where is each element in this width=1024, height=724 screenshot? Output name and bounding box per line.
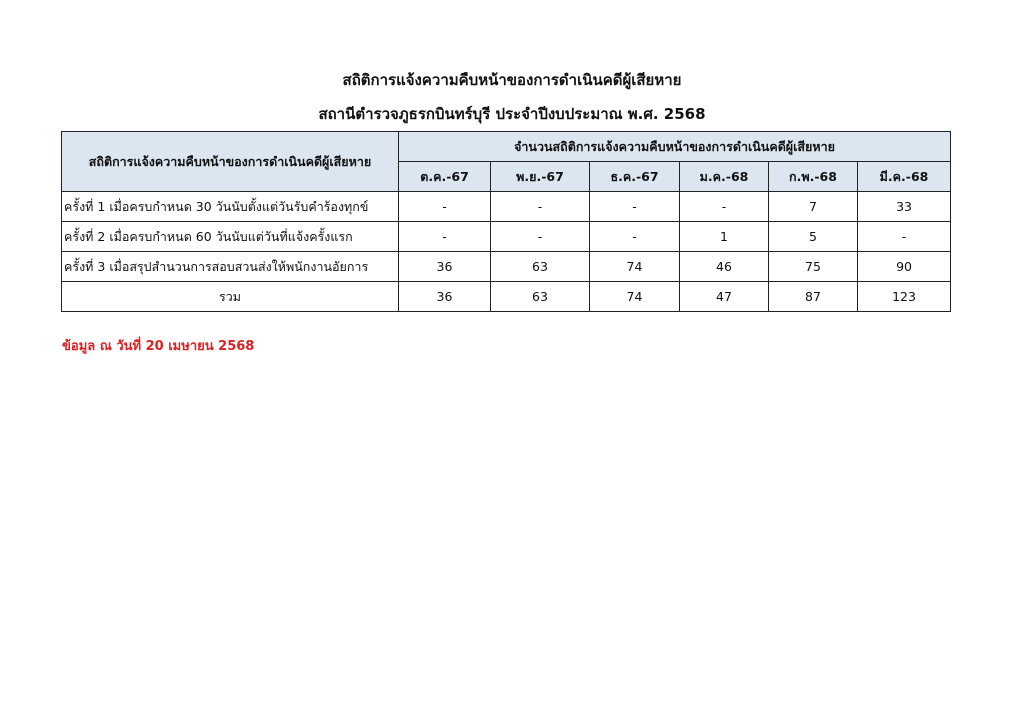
month-header: ธ.ค.-67 xyxy=(590,162,680,192)
table-cell: 90 xyxy=(858,252,951,282)
month-header: ม.ค.-68 xyxy=(680,162,769,192)
document-title: สถิติการแจ้งความคืบหน้าของการดำเนินคดีผู้เสียหาย xyxy=(342,71,682,89)
table-row xyxy=(62,222,951,252)
row-label: ครั้งที่ 3 เมื่อสรุปสำนวนการสอบสวนส่งให้พนักงานอัยการ xyxy=(62,252,399,282)
table-cell: 7 xyxy=(769,192,858,222)
group-header: จำนวนสถิติการแจ้งความคืบหน้าของการดำเนินคดีผู้เสียหาย xyxy=(399,132,951,162)
table-cell: 74 xyxy=(590,252,680,282)
table-cell: - xyxy=(590,222,680,252)
month-header: พ.ย.-67 xyxy=(491,162,590,192)
table-cell: 1 xyxy=(680,222,769,252)
table-row xyxy=(62,252,951,282)
total-label: รวม xyxy=(62,282,399,312)
table-cell: - xyxy=(858,222,951,252)
total-cell: 87 xyxy=(769,282,858,312)
table-cell: 5 xyxy=(769,222,858,252)
table-cell: - xyxy=(399,192,491,222)
row-label: ครั้งที่ 1 เมื่อครบกำหนด 30 วันนับตั้งแต่วันรับคำร้องทุกข์ xyxy=(62,192,399,222)
table-cell: 36 xyxy=(399,252,491,282)
month-header: ก.พ.-68 xyxy=(769,162,858,192)
total-row xyxy=(62,282,951,312)
row-label: ครั้งที่ 2 เมื่อครบกำหนด 60 วันนับแต่วันที่แจ้งครั้งแรก xyxy=(62,222,399,252)
month-header: มี.ค.-68 xyxy=(858,162,951,192)
document-subtitle: สถานีตำรวจภูธรกบินทร์บุรี ประจำปีงบประมาณ พ.ศ. 2568 xyxy=(318,105,706,123)
month-header: ต.ค.-67 xyxy=(399,162,491,192)
table-cell: - xyxy=(590,192,680,222)
table-cell: 46 xyxy=(680,252,769,282)
table-cell: - xyxy=(491,222,590,252)
data-date-note: ข้อมูล ณ วันที่ 20 เมษายน 2568 xyxy=(62,339,255,354)
total-cell: 63 xyxy=(491,282,590,312)
table-row xyxy=(62,192,951,222)
table-cell: - xyxy=(680,192,769,222)
table-cell: - xyxy=(399,222,491,252)
total-cell: 47 xyxy=(680,282,769,312)
table-cell: 75 xyxy=(769,252,858,282)
table-cell: - xyxy=(491,192,590,222)
table-cell: 33 xyxy=(858,192,951,222)
row-header: สถิติการแจ้งความคืบหน้าของการดำเนินคดีผู้เสียหาย xyxy=(62,132,399,192)
statistics-table xyxy=(61,131,951,312)
table-cell: 63 xyxy=(491,252,590,282)
total-cell: 74 xyxy=(590,282,680,312)
total-cell: 36 xyxy=(399,282,491,312)
total-cell: 123 xyxy=(858,282,951,312)
